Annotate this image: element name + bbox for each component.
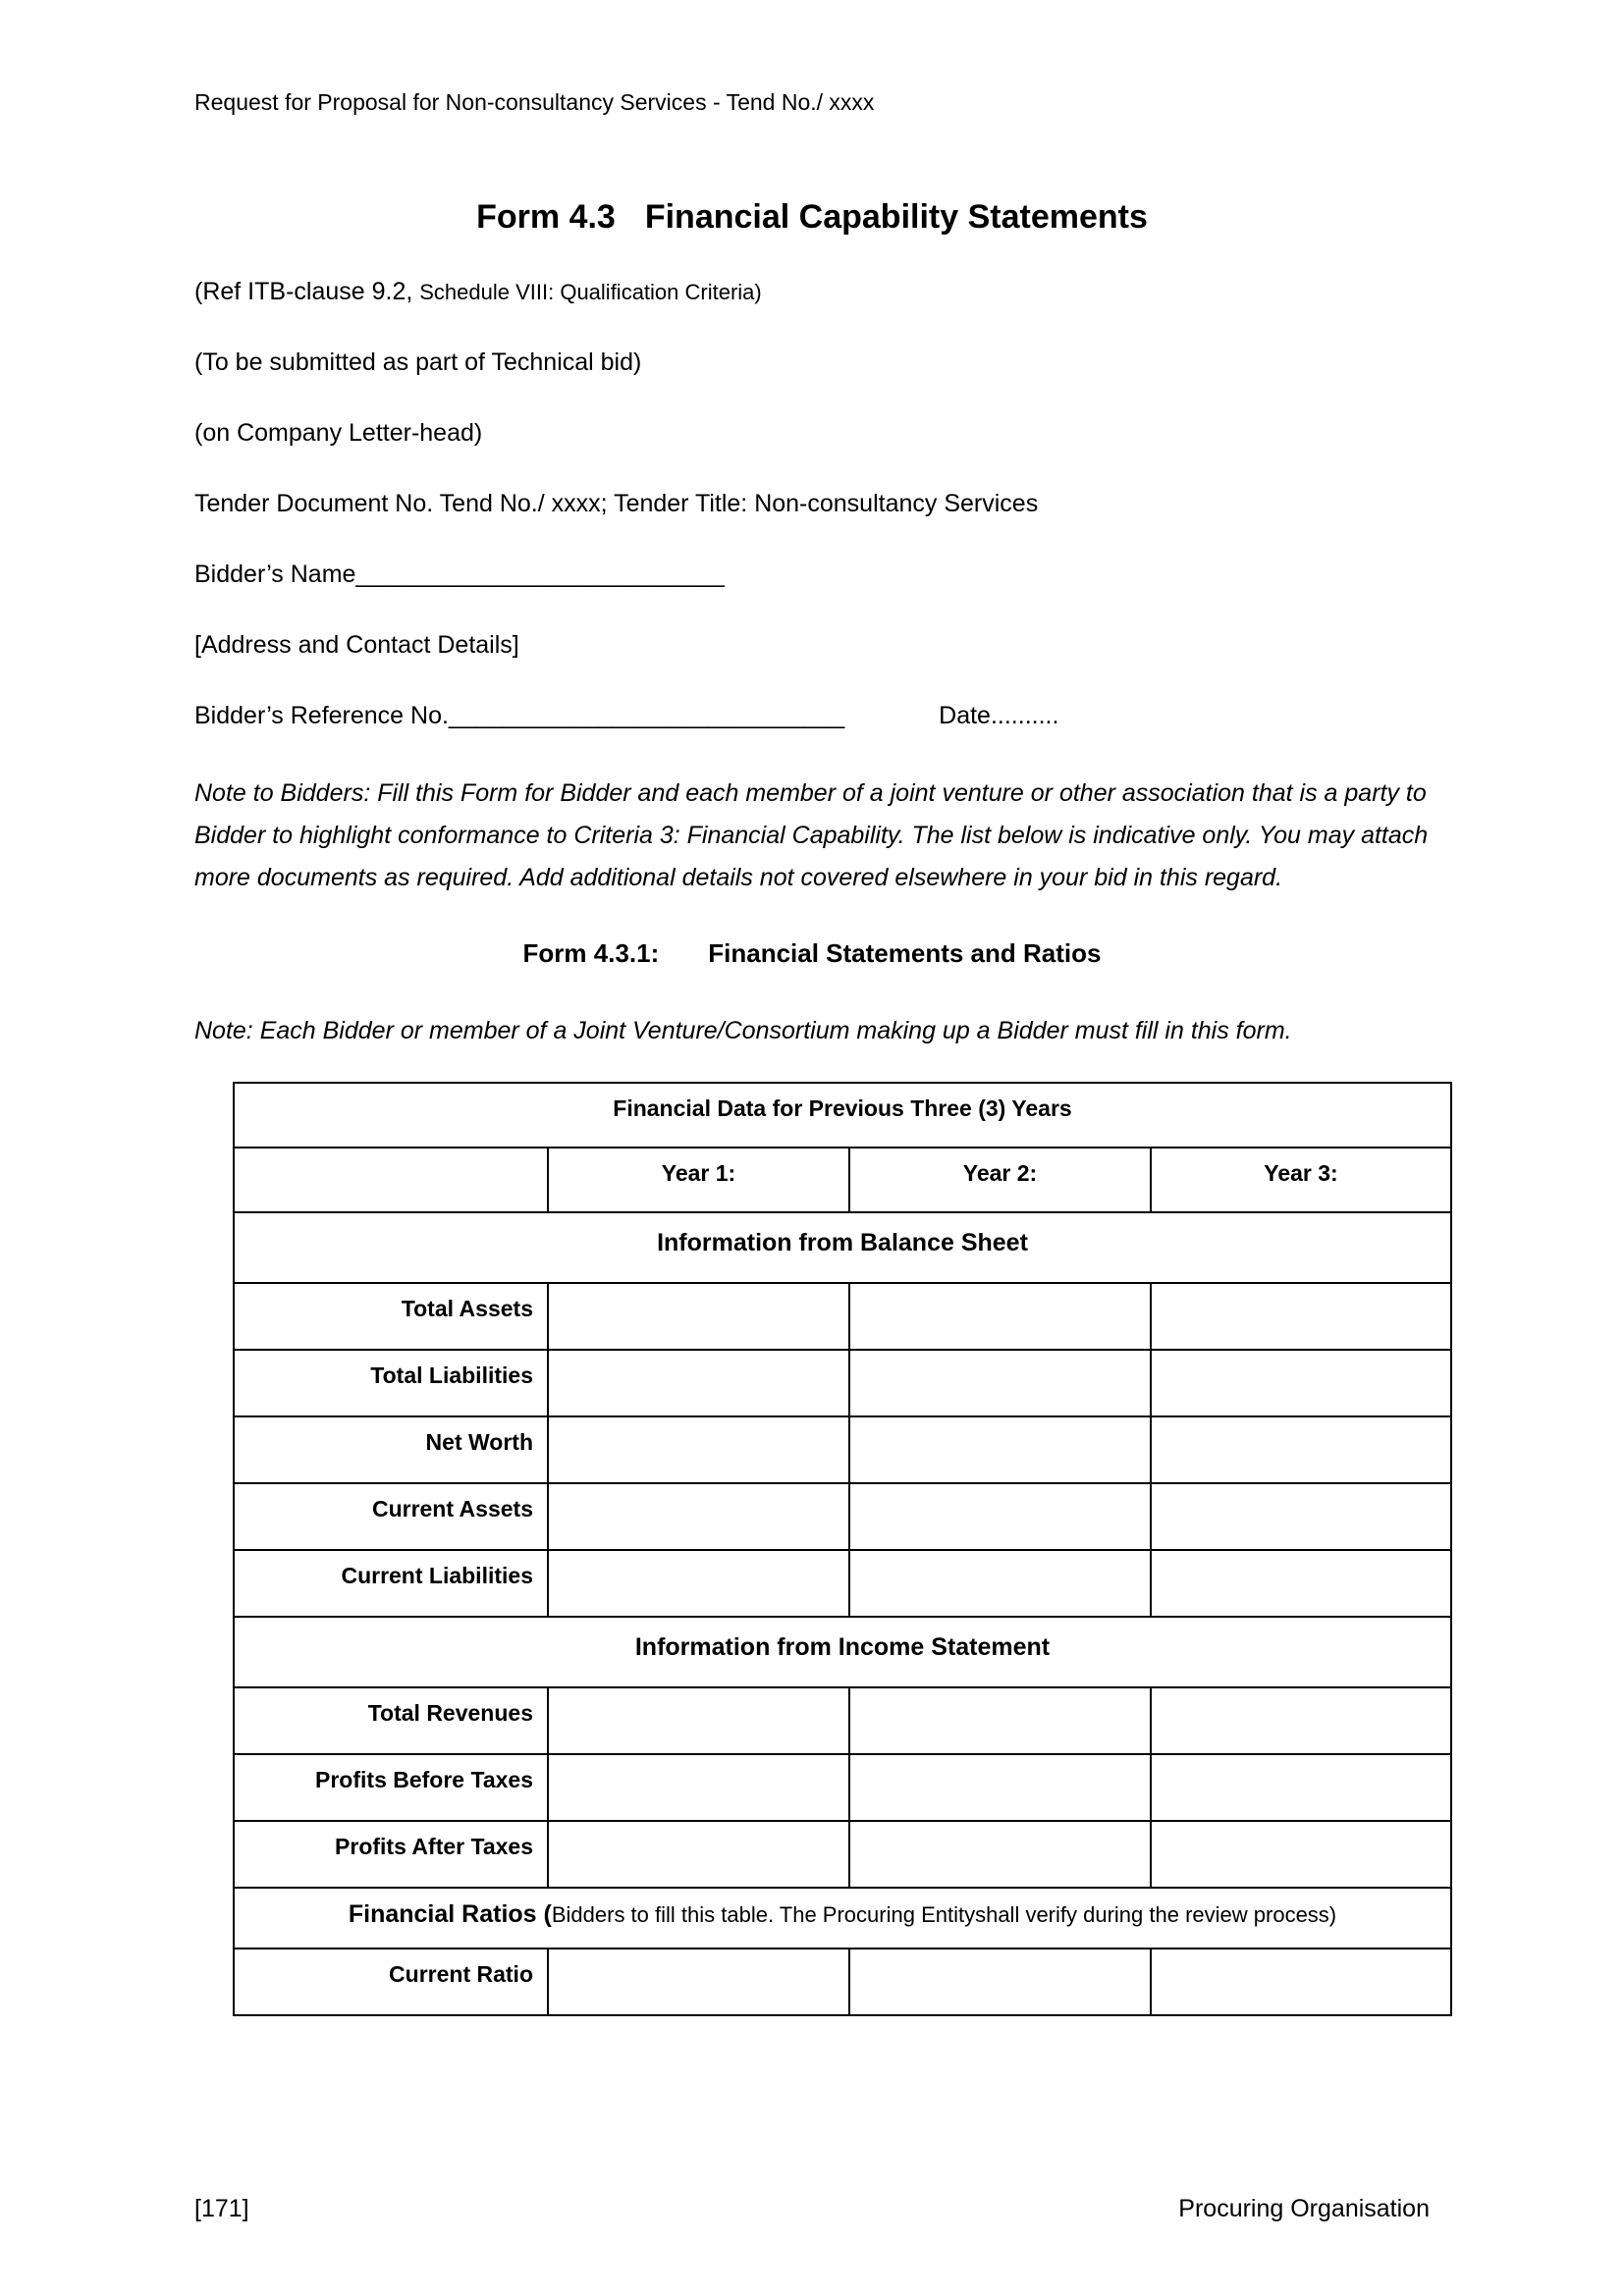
entry-cell [1151, 1949, 1451, 2015]
entry-cell [548, 1483, 849, 1550]
table-row [234, 1821, 1451, 1888]
form-title-number: Form 4.3 [476, 198, 616, 236]
form-title [194, 198, 1430, 237]
submitted-line: (To be submitted as part of Technical bid) [194, 348, 642, 376]
subform-title-text: Financial Statements and Ratios [708, 938, 1102, 968]
entry-cell [548, 1283, 849, 1350]
row-label-total-assets: Total Assets [234, 1283, 548, 1350]
entry-cell [849, 1350, 1151, 1416]
financial-ratios-section-row [234, 1888, 1451, 1949]
row-label-current-liabilities: Current Liabilities [234, 1550, 548, 1617]
entry-cell [1151, 1550, 1451, 1617]
entry-cell [548, 1949, 849, 2015]
financial-ratios-heading-rest: Bidders to fill this table. The Procuring Entityshall verify during the review process) [551, 1902, 1337, 1927]
entry-cell [849, 1949, 1151, 2015]
table-row [234, 1283, 1451, 1350]
entry-cell [1151, 1416, 1451, 1483]
subform-title [194, 938, 1430, 969]
entry-cell [1151, 1754, 1451, 1821]
table-title-row [234, 1083, 1451, 1148]
row-label-net-worth: Net Worth [234, 1416, 548, 1483]
financial-data-table [233, 1082, 1452, 2016]
row-label-total-revenues: Total Revenues [234, 1687, 548, 1754]
table-row [234, 1687, 1451, 1754]
reference-line [194, 701, 1430, 731]
entry-cell [548, 1687, 849, 1754]
address-line: [Address and Contact Details] [194, 631, 519, 659]
reference-number-blank: Bidder’s Reference No._____________________________ [194, 702, 845, 729]
letterhead-line: (on Company Letter-head) [194, 419, 483, 447]
row-label-current-ratio: Current Ratio [234, 1949, 548, 2015]
row-label-current-assets: Current Assets [234, 1483, 548, 1550]
year-2-header: Year 2: [849, 1148, 1151, 1212]
year-header-row [234, 1148, 1451, 1212]
row-label-profits-after-taxes: Profits After Taxes [234, 1821, 548, 1888]
entry-cell [1151, 1821, 1451, 1888]
entry-cell [849, 1687, 1151, 1754]
date-label: Date.......... [939, 702, 1059, 729]
entry-cell [548, 1350, 849, 1416]
subform-title-number: Form 4.3.1: [522, 938, 660, 968]
financial-ratios-heading-bold: Financial Ratios ( [348, 1900, 552, 1928]
entry-cell [849, 1550, 1151, 1617]
entry-cell [1151, 1687, 1451, 1754]
table-row [234, 1754, 1451, 1821]
entry-cell [849, 1416, 1151, 1483]
form-title-text: Financial Capability Statements [644, 198, 1148, 236]
table-row [234, 1416, 1451, 1483]
ref-line [194, 277, 1430, 307]
year-1-header: Year 1: [548, 1148, 849, 1212]
table-row [234, 1949, 1451, 2015]
ref-line-schedule: Schedule VIII: Qualification Criteria) [419, 280, 762, 304]
row-label-total-liabilities: Total Liabilities [234, 1350, 548, 1416]
entry-cell [548, 1416, 849, 1483]
ref-line-main: (Ref ITB-clause 9.2, [194, 278, 420, 305]
tender-line: Tender Document No. Tend No./ xxxx; Tender Title: Non-consultancy Services [194, 490, 1039, 517]
footer-page-number: [171] [194, 2195, 249, 2222]
entry-cell [548, 1754, 849, 1821]
entry-cell [849, 1821, 1151, 1888]
year-row-blank-cell [234, 1148, 548, 1212]
balance-sheet-section-row [234, 1212, 1451, 1283]
balance-sheet-heading: Information from Balance Sheet [234, 1212, 1451, 1283]
entry-cell [548, 1550, 849, 1617]
footer-org: Procuring Organisation [1178, 2195, 1430, 2222]
entry-cell [548, 1821, 849, 1888]
entry-cell [1151, 1283, 1451, 1350]
bidder-name-line: Bidder’s Name___________________________ [194, 561, 725, 588]
income-statement-heading: Information from Income Statement [234, 1617, 1451, 1687]
joint-venture-note: Note: Each Bidder or member of a Joint Venture/Consortium making up a Bidder must fill in this form. [194, 1017, 1292, 1044]
year-3-header: Year 3: [1151, 1148, 1451, 1212]
entry-cell [849, 1483, 1151, 1550]
table-title: Financial Data for Previous Three (3) Years [234, 1083, 1451, 1148]
running-header: Request for Proposal for Non-consultancy Services - Tend No./ xxxx [194, 89, 875, 115]
table-row [234, 1483, 1451, 1550]
income-statement-section-row [234, 1617, 1451, 1687]
note-to-bidders: Note to Bidders: Fill this Form for Bidder and each member of a joint venture or other association that is a party to Bidder to highlight conformance to Criteria 3: Financial Capability. The list below is indicative only. You may attach more documents as required. Add additional details not covered elsewhere in your bid in this regard. [194, 779, 1429, 891]
entry-cell [849, 1754, 1151, 1821]
financial-ratios-heading [234, 1888, 1451, 1949]
table-row [234, 1550, 1451, 1617]
entry-cell [1151, 1350, 1451, 1416]
row-label-profits-before-taxes: Profits Before Taxes [234, 1754, 548, 1821]
entry-cell [849, 1283, 1151, 1350]
table-row [234, 1350, 1451, 1416]
entry-cell [1151, 1483, 1451, 1550]
page-footer [194, 2195, 1430, 2223]
